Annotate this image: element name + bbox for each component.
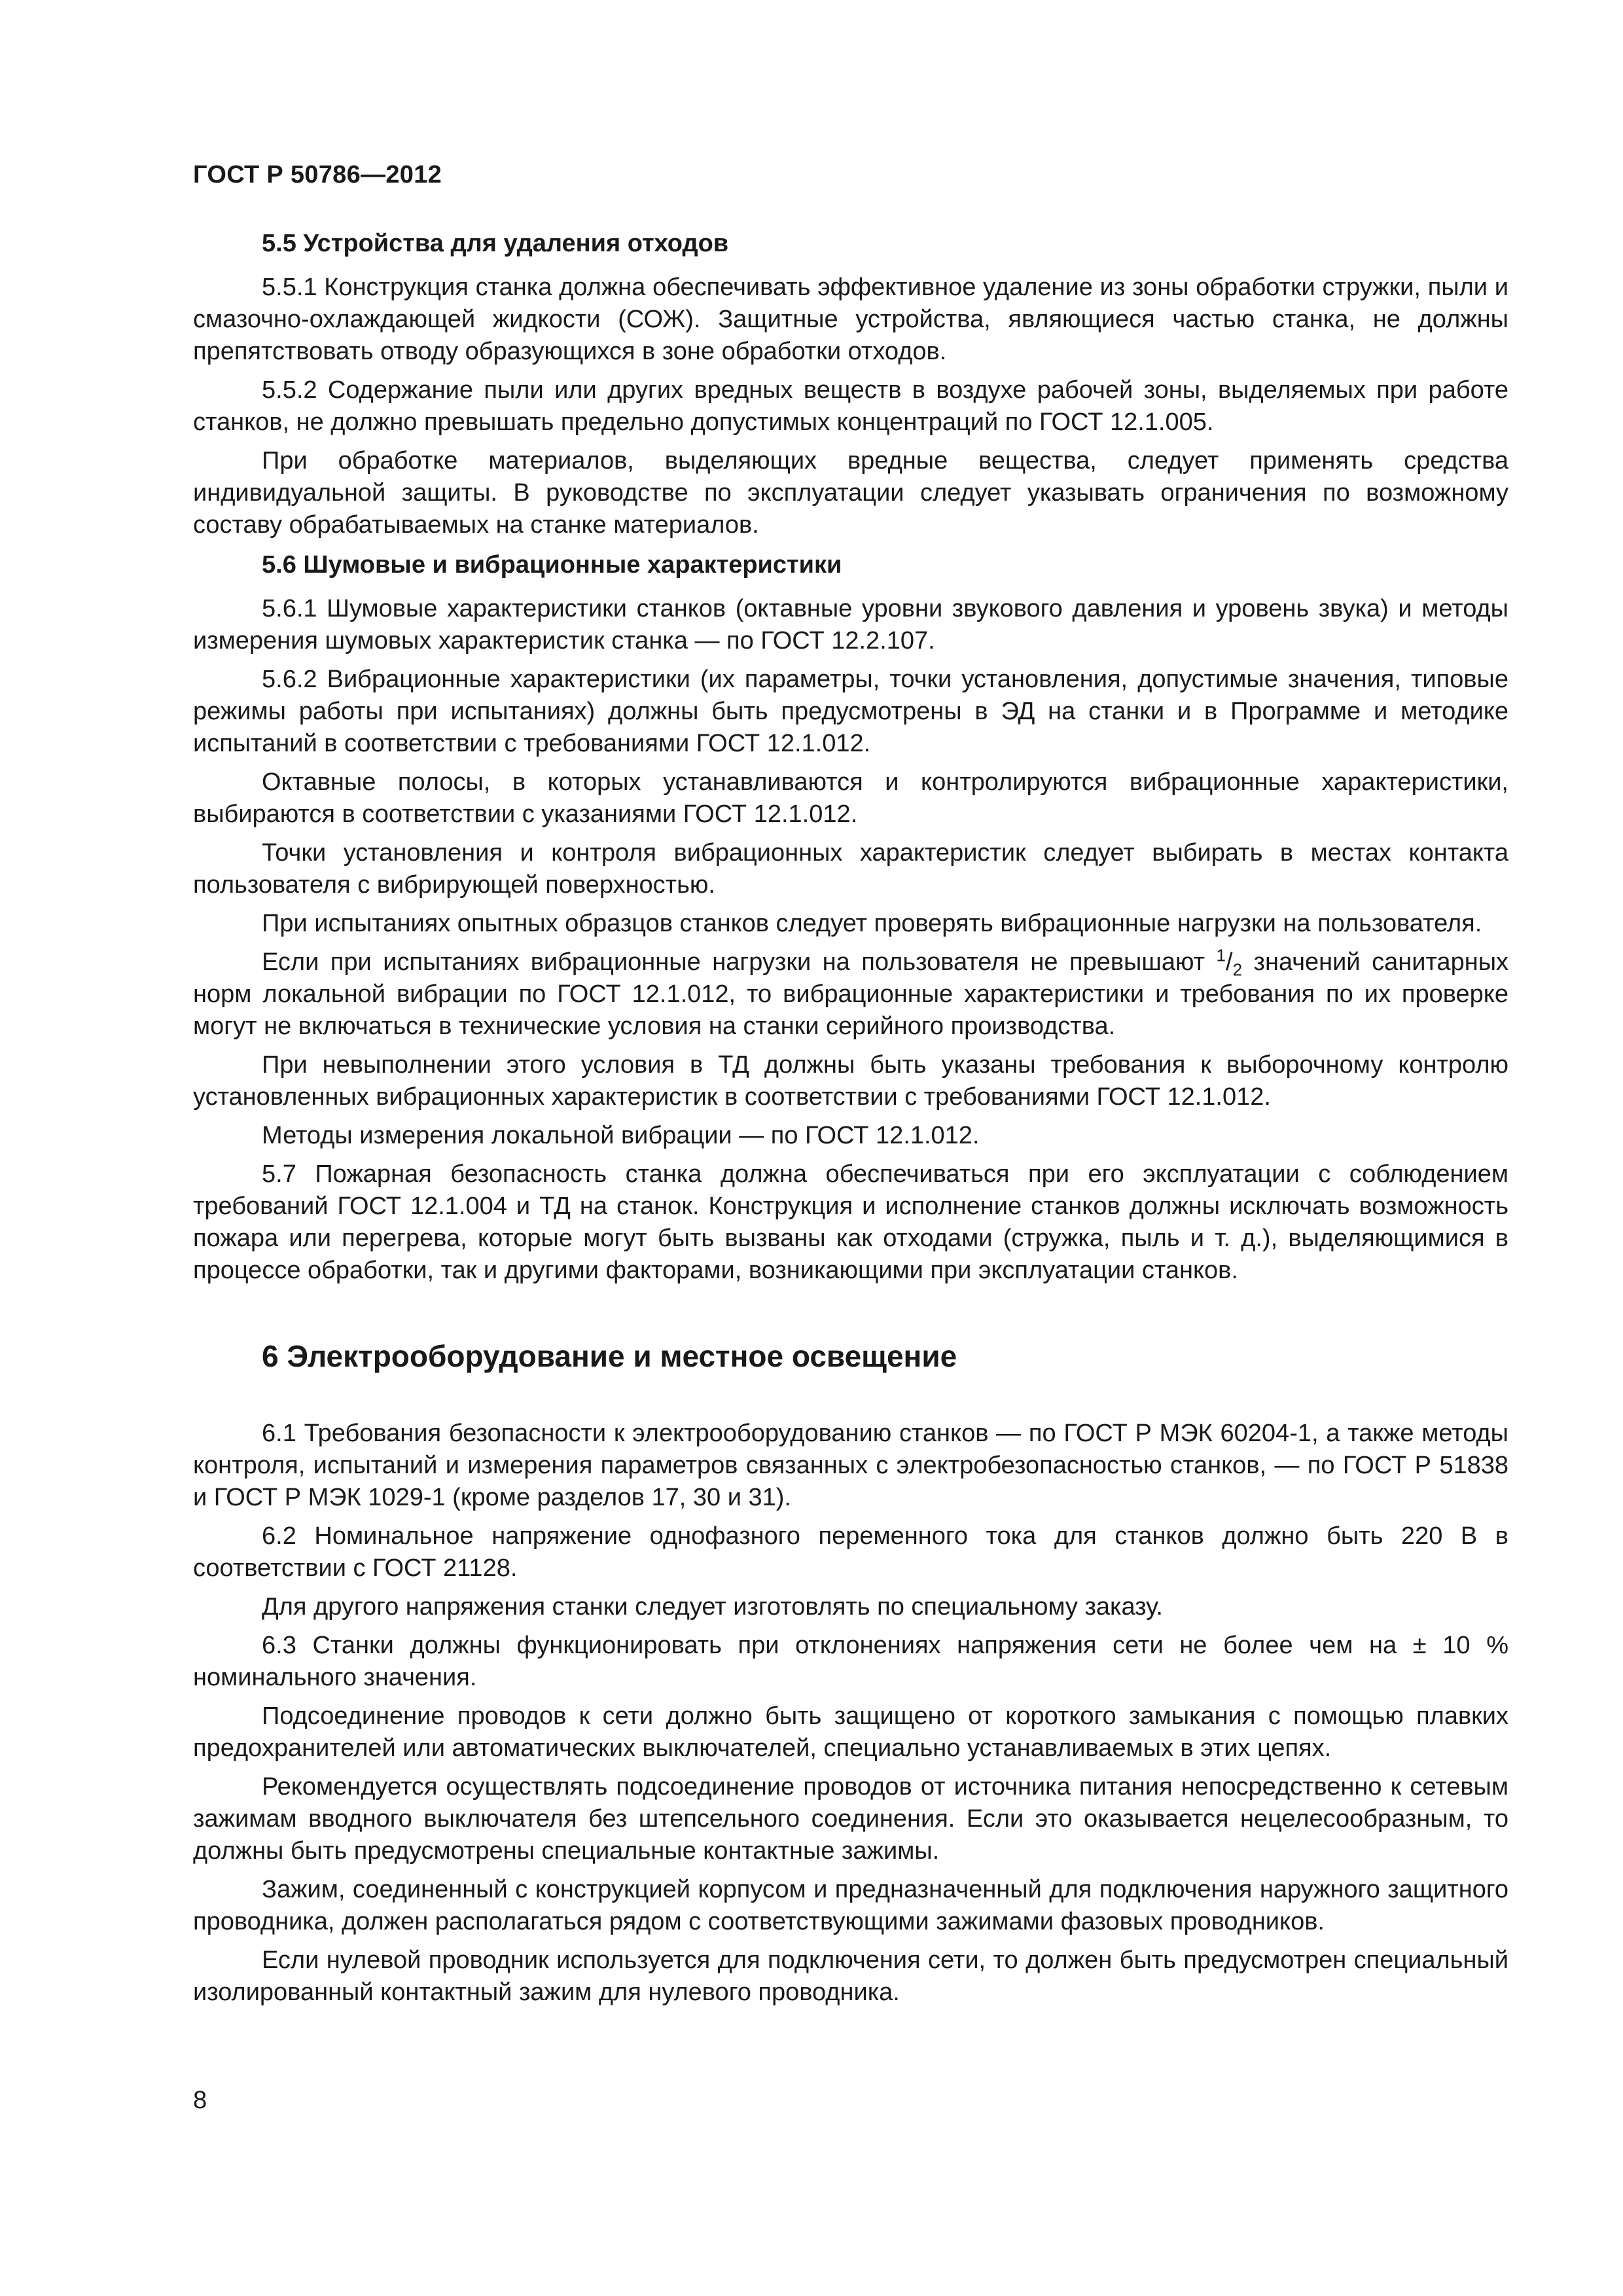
paragraph: Октавные полосы, в которых устанавливаются и контролируются вибрационные характеристики, выбираются в соответствии с указаниями ГОСТ 12.1.012.	[193, 768, 1508, 828]
section-heading-5-6: 5.6 Шумовые и вибрационные характеристики	[262, 551, 842, 579]
paragraph: При испытаниях опытных образцов станков следует проверять вибрационные нагрузки на пользователя.	[262, 910, 1482, 937]
paragraph: 5.6.1 Шумовые характеристики станков (октавные уровни звукового давления и уровень звука) и методы измерения шумовых характеристик станка — по ГОСТ 12.2.107.	[193, 595, 1508, 655]
section-heading-5-5: 5.5 Устройства для удаления отходов	[262, 230, 729, 257]
paragraph: Рекомендуется осуществлять подсоединение проводов от источника питания непосредственно к сетевым зажимам вводного выключателя без штепсельного соединения. Если это оказывается нецелесообразным, то должны быть предусмотрены специальные контактные зажимы.	[193, 1773, 1508, 1865]
paragraph: 5.7 Пожарная безопасность станка должна обеспечиваться при его эксплуатации с соблюдением требований ГОСТ 12.1.004 и ТД на станок. Конструкция и исполнение станков должны исключать возможность пожара или перегрева, которые могут быть вызваны как отходами (стружка, пыль и т. д.), выделяющимися в процессе обработки, так и другими факторами, возникающими при эксплуатации станков.	[193, 1160, 1508, 1284]
paragraph: Точки установления и контроля вибрационных характеристик следует выбирать в местах контакта пользователя с вибрирующей поверхностью.	[193, 839, 1508, 899]
paragraph: Методы измерения локальной вибрации — по ГОСТ 12.1.012.	[262, 1122, 980, 1149]
paragraph: 6.2 Номинальное напряжение однофазного переменного тока для станков должно быть 220 В в соответствии с ГОСТ 21128.	[193, 1522, 1508, 1582]
paragraph: Зажим, соединенный с конструкцией корпусом и предназначенный для подключения наружного защитного проводника, должен располагаться рядом с соответствующими зажимами фазовых проводников.	[193, 1876, 1508, 1935]
paragraph: 5.5.1 Конструкция станка должна обеспечивать эффективное удаление из зоны обработки стружки, пыли и смазочно-охлаждающей жидкости (СОЖ). Защитные устройства, являющиеся частью станка, не должны препятствовать отводу образующихся в зоне обработки отходов.	[193, 274, 1508, 365]
paragraph-text: значений санитарных норм локальной вибрации по ГОСТ 12.1.012, то вибрационные характеристики и требования по их проверке могут не включаться в технические условия на станки серийного производства.	[193, 948, 1509, 1040]
fraction-numerator: 1	[1216, 945, 1226, 965]
paragraph-text: Если при испытаниях вибрационные нагрузки на пользователя не превышают	[262, 948, 1205, 976]
paragraph-with-fraction	[193, 946, 1508, 1043]
document-code: ГОСТ Р 50786—2012	[193, 161, 442, 188]
paragraph: 5.6.2 Вибрационные характеристики (их параметры, точки установления, допустимые значения, типовые режимы работы при испытаниях) должны быть предусмотрены в ЭД на станки и в Программе и методике испытаний в соответствии с требованиями ГОСТ 12.1.012.	[193, 666, 1508, 757]
paragraph: 5.5.2 Содержание пыли или других вредных веществ в воздухе рабочей зоны, выделяемых при работе станков, не должно превышать предельно допустимых концентраций по ГОСТ 12.1.005.	[193, 376, 1508, 436]
paragraph: Для другого напряжения станки следует изготовлять по специальному заказу.	[262, 1593, 1163, 1621]
page-number: 8	[193, 2087, 207, 2114]
paragraph: Если нулевой проводник используется для подключения сети, то должен быть предусмотрен специальный изолированный контактный зажим для нулевого проводника.	[193, 1946, 1508, 2006]
paragraph: 6.1 Требования безопасности к электрооборудованию станков — по ГОСТ Р МЭК 60204-1, а также методы контроля, испытаний и измерения параметров связанных с электробезопасностью станков, — по ГОСТ Р 51838 и ГОСТ Р МЭК 1029-1 (кроме разделов 17, 30 и 31).	[193, 1420, 1508, 1511]
fraction-denominator: 2	[1232, 960, 1243, 980]
paragraph: 6.3 Станки должны функционировать при отклонениях напряжения сети не более чем на ± 10 % номинального значения.	[193, 1632, 1508, 1691]
paragraph: При невыполнении этого условия в ТД должны быть указаны требования к выборочному контролю установленных вибрационных характеристик в соответствии с требованиями ГОСТ 12.1.012.	[193, 1051, 1508, 1111]
fraction-one-half: $^1/_2$	[1216, 945, 1243, 980]
paragraph: Подсоединение проводов к сети должно быть защищено от короткого замыкания с помощью плавких предохранителей или автоматических выключателей, специально устанавливаемых в этих цепях.	[193, 1702, 1508, 1762]
section-heading-6: 6 Электрооборудование и местное освещение	[262, 1339, 957, 1373]
page-body	[193, 228, 1508, 2015]
paragraph: При обработке материалов, выделяющих вредные вещества, следует применять средства индивидуальной защиты. В руководстве по эксплуатации следует указывать ограничения по возможному составу обрабатываемых на станке материалов.	[193, 447, 1508, 539]
